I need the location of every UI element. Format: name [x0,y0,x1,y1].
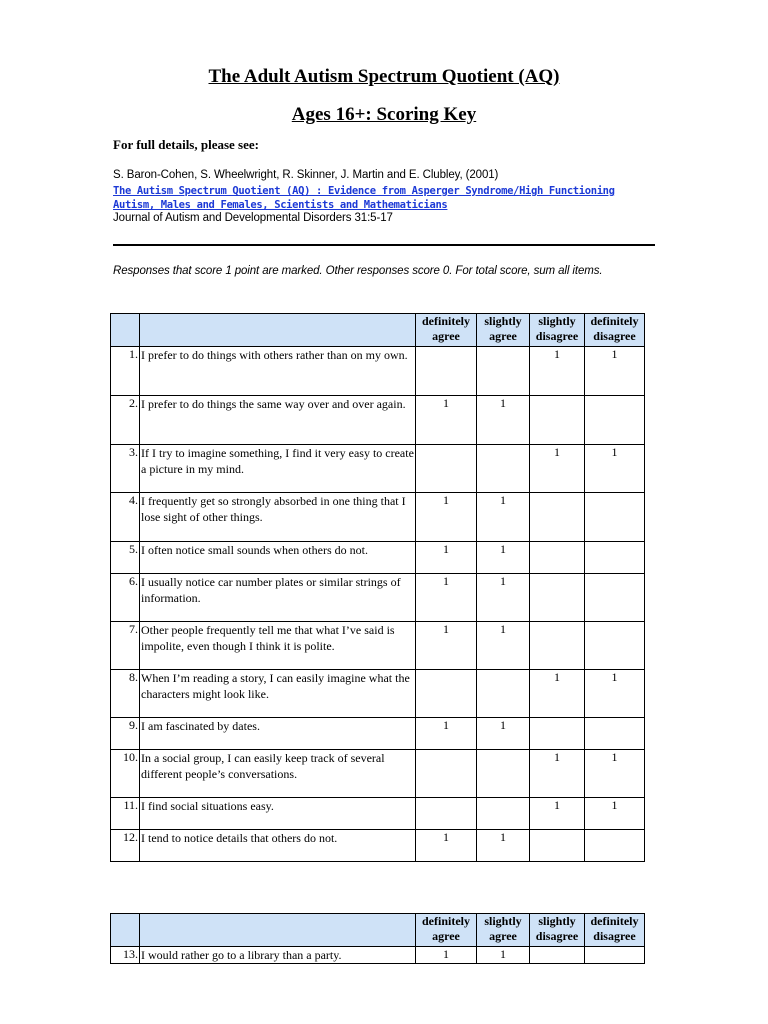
item-question: I tend to notice details that others do not. [140,830,416,862]
score-slightly-disagree [530,493,585,542]
header-label-line: disagree [593,929,636,943]
score-definitely-agree [416,445,477,493]
score-slightly-disagree [530,830,585,862]
item-number: 4. [111,493,140,542]
score-slightly-agree: 1 [477,830,530,862]
header-label-line: agree [432,929,460,943]
header-num-cell [111,914,140,947]
item-number: 9. [111,718,140,750]
scoring-table-2 [110,913,645,964]
header-slightly-disagree [530,914,585,947]
header-definitely-disagree [585,314,645,347]
item-number: 12. [111,830,140,862]
score-definitely-disagree [585,830,645,862]
page-title: The Adult Autism Spectrum Quotient (AQ) [208,66,560,87]
score-definitely-disagree: 1 [585,750,645,798]
score-slightly-disagree: 1 [530,445,585,493]
header-slightly-agree [477,314,530,347]
header-label-line: disagree [593,329,636,343]
score-definitely-disagree [585,622,645,670]
item-question: I often notice small sounds when others do not. [140,542,416,574]
item-number: 5. [111,542,140,574]
header-label-line: definitely [590,314,639,328]
score-slightly-agree [477,670,530,718]
item-number: 6. [111,574,140,622]
score-definitely-agree: 1 [416,574,477,622]
divider [113,244,655,246]
score-definitely-agree [416,750,477,798]
score-definitely-agree: 1 [416,718,477,750]
score-definitely-agree [416,798,477,830]
score-definitely-disagree: 1 [585,670,645,718]
score-slightly-disagree: 1 [530,670,585,718]
paper-link[interactable] [113,184,663,212]
header-label-line: agree [489,929,517,943]
score-definitely-disagree: 1 [585,445,645,493]
table-row [111,830,645,862]
table-row [111,718,645,750]
score-definitely-agree: 1 [416,830,477,862]
full-details-label: For full details, please see: [113,137,259,152]
header-slightly-disagree [530,314,585,347]
score-slightly-agree: 1 [477,574,530,622]
item-number: 11. [111,798,140,830]
item-question: If I try to imagine something, I find it very easy to create a picture in my mind. [140,445,416,493]
score-definitely-agree: 1 [416,493,477,542]
table-row [111,347,645,396]
score-slightly-agree: 1 [477,718,530,750]
table-row [111,798,645,830]
score-definitely-disagree [585,574,645,622]
score-definitely-disagree [585,947,645,964]
header-definitely-disagree [585,914,645,947]
scoring-table-1 [110,313,645,862]
score-definitely-disagree: 1 [585,798,645,830]
header-label-line: agree [489,329,517,343]
table-row [111,947,645,964]
score-slightly-disagree: 1 [530,798,585,830]
reference-authors: S. Baron-Cohen, S. Wheelwright, R. Skinner, J. Martin and E. Clubley, (2001) [113,169,499,181]
score-slightly-agree [477,445,530,493]
header-definitely-agree [416,914,477,947]
score-slightly-agree [477,750,530,798]
table-row [111,750,645,798]
score-slightly-agree [477,347,530,396]
score-slightly-agree: 1 [477,542,530,574]
item-number: 3. [111,445,140,493]
score-slightly-agree: 1 [477,622,530,670]
table-row [111,670,645,718]
header-question-cell [140,314,416,347]
reference-journal: Journal of Autism and Developmental Disorders 31:5-17 [113,212,393,224]
item-question: I am fascinated by dates. [140,718,416,750]
item-question: I would rather go to a library than a party. [140,947,416,964]
item-question: I usually notice car number plates or similar strings of information. [140,574,416,622]
score-slightly-agree: 1 [477,396,530,445]
page-subtitle: Ages 16+: Scoring Key [291,104,477,125]
table-row [111,396,645,445]
header-label-line: disagree [535,329,579,343]
item-question: When I’m reading a story, I can easily imagine what the characters might look like. [140,670,416,718]
scoring-note: Responses that score 1 point are marked. Other responses score 0. For total score, sum all items. [113,265,603,277]
score-slightly-agree: 1 [477,947,530,964]
header-label-line: disagree [535,929,579,943]
item-number: 7. [111,622,140,670]
header-label-line: slightly [484,314,522,328]
item-number: 13. [111,947,140,964]
score-definitely-disagree [585,493,645,542]
header-label-line: definitely [590,914,639,928]
score-slightly-disagree [530,574,585,622]
item-number: 10. [111,750,140,798]
table-row [111,622,645,670]
item-question: Other people frequently tell me that what I’ve said is impolite, even though I think it is polite. [140,622,416,670]
item-question: I find social situations easy. [140,798,416,830]
score-definitely-agree: 1 [416,542,477,574]
item-question: I frequently get so strongly absorbed in one thing that I lose sight of other things. [140,493,416,542]
score-definitely-disagree [585,542,645,574]
item-question: In a social group, I can easily keep track of several different people’s conversations. [140,750,416,798]
header-row [111,914,645,947]
item-number: 2. [111,396,140,445]
header-definitely-agree [416,314,477,347]
item-question: I prefer to do things with others rather than on my own. [140,347,416,396]
score-definitely-disagree [585,396,645,445]
table-row [111,493,645,542]
score-slightly-disagree [530,718,585,750]
score-definitely-agree: 1 [416,947,477,964]
header-row [111,314,645,347]
score-definitely-disagree: 1 [585,347,645,396]
table-row [111,445,645,493]
header-label-line: slightly [538,314,576,328]
paper-link-line2[interactable]: Autism, Males and Females, Scientists and Mathematicians [113,199,448,211]
score-slightly-disagree [530,622,585,670]
score-slightly-disagree [530,542,585,574]
header-label-line: slightly [484,914,522,928]
table-row [111,542,645,574]
header-label-line: definitely [422,314,470,328]
item-number: 1. [111,347,140,396]
header-slightly-agree [477,914,530,947]
paper-link-line1[interactable]: The Autism Spectrum Quotient (AQ) : Evidence from Asperger Syndrome/High Functioning [113,185,615,197]
score-definitely-agree [416,347,477,396]
item-question: I prefer to do things the same way over and over again. [140,396,416,445]
score-definitely-disagree [585,718,645,750]
header-label-line: agree [432,329,460,343]
header-question-cell [140,914,416,947]
header-label-line: definitely [422,914,470,928]
header-num-cell [111,314,140,347]
score-definitely-agree: 1 [416,622,477,670]
score-slightly-disagree [530,947,585,964]
score-slightly-agree: 1 [477,493,530,542]
score-definitely-agree [416,670,477,718]
score-slightly-disagree: 1 [530,347,585,396]
score-slightly-agree [477,798,530,830]
header-label-line: slightly [538,914,576,928]
item-number: 8. [111,670,140,718]
score-slightly-disagree [530,396,585,445]
score-definitely-agree: 1 [416,396,477,445]
score-slightly-disagree: 1 [530,750,585,798]
table-row [111,574,645,622]
